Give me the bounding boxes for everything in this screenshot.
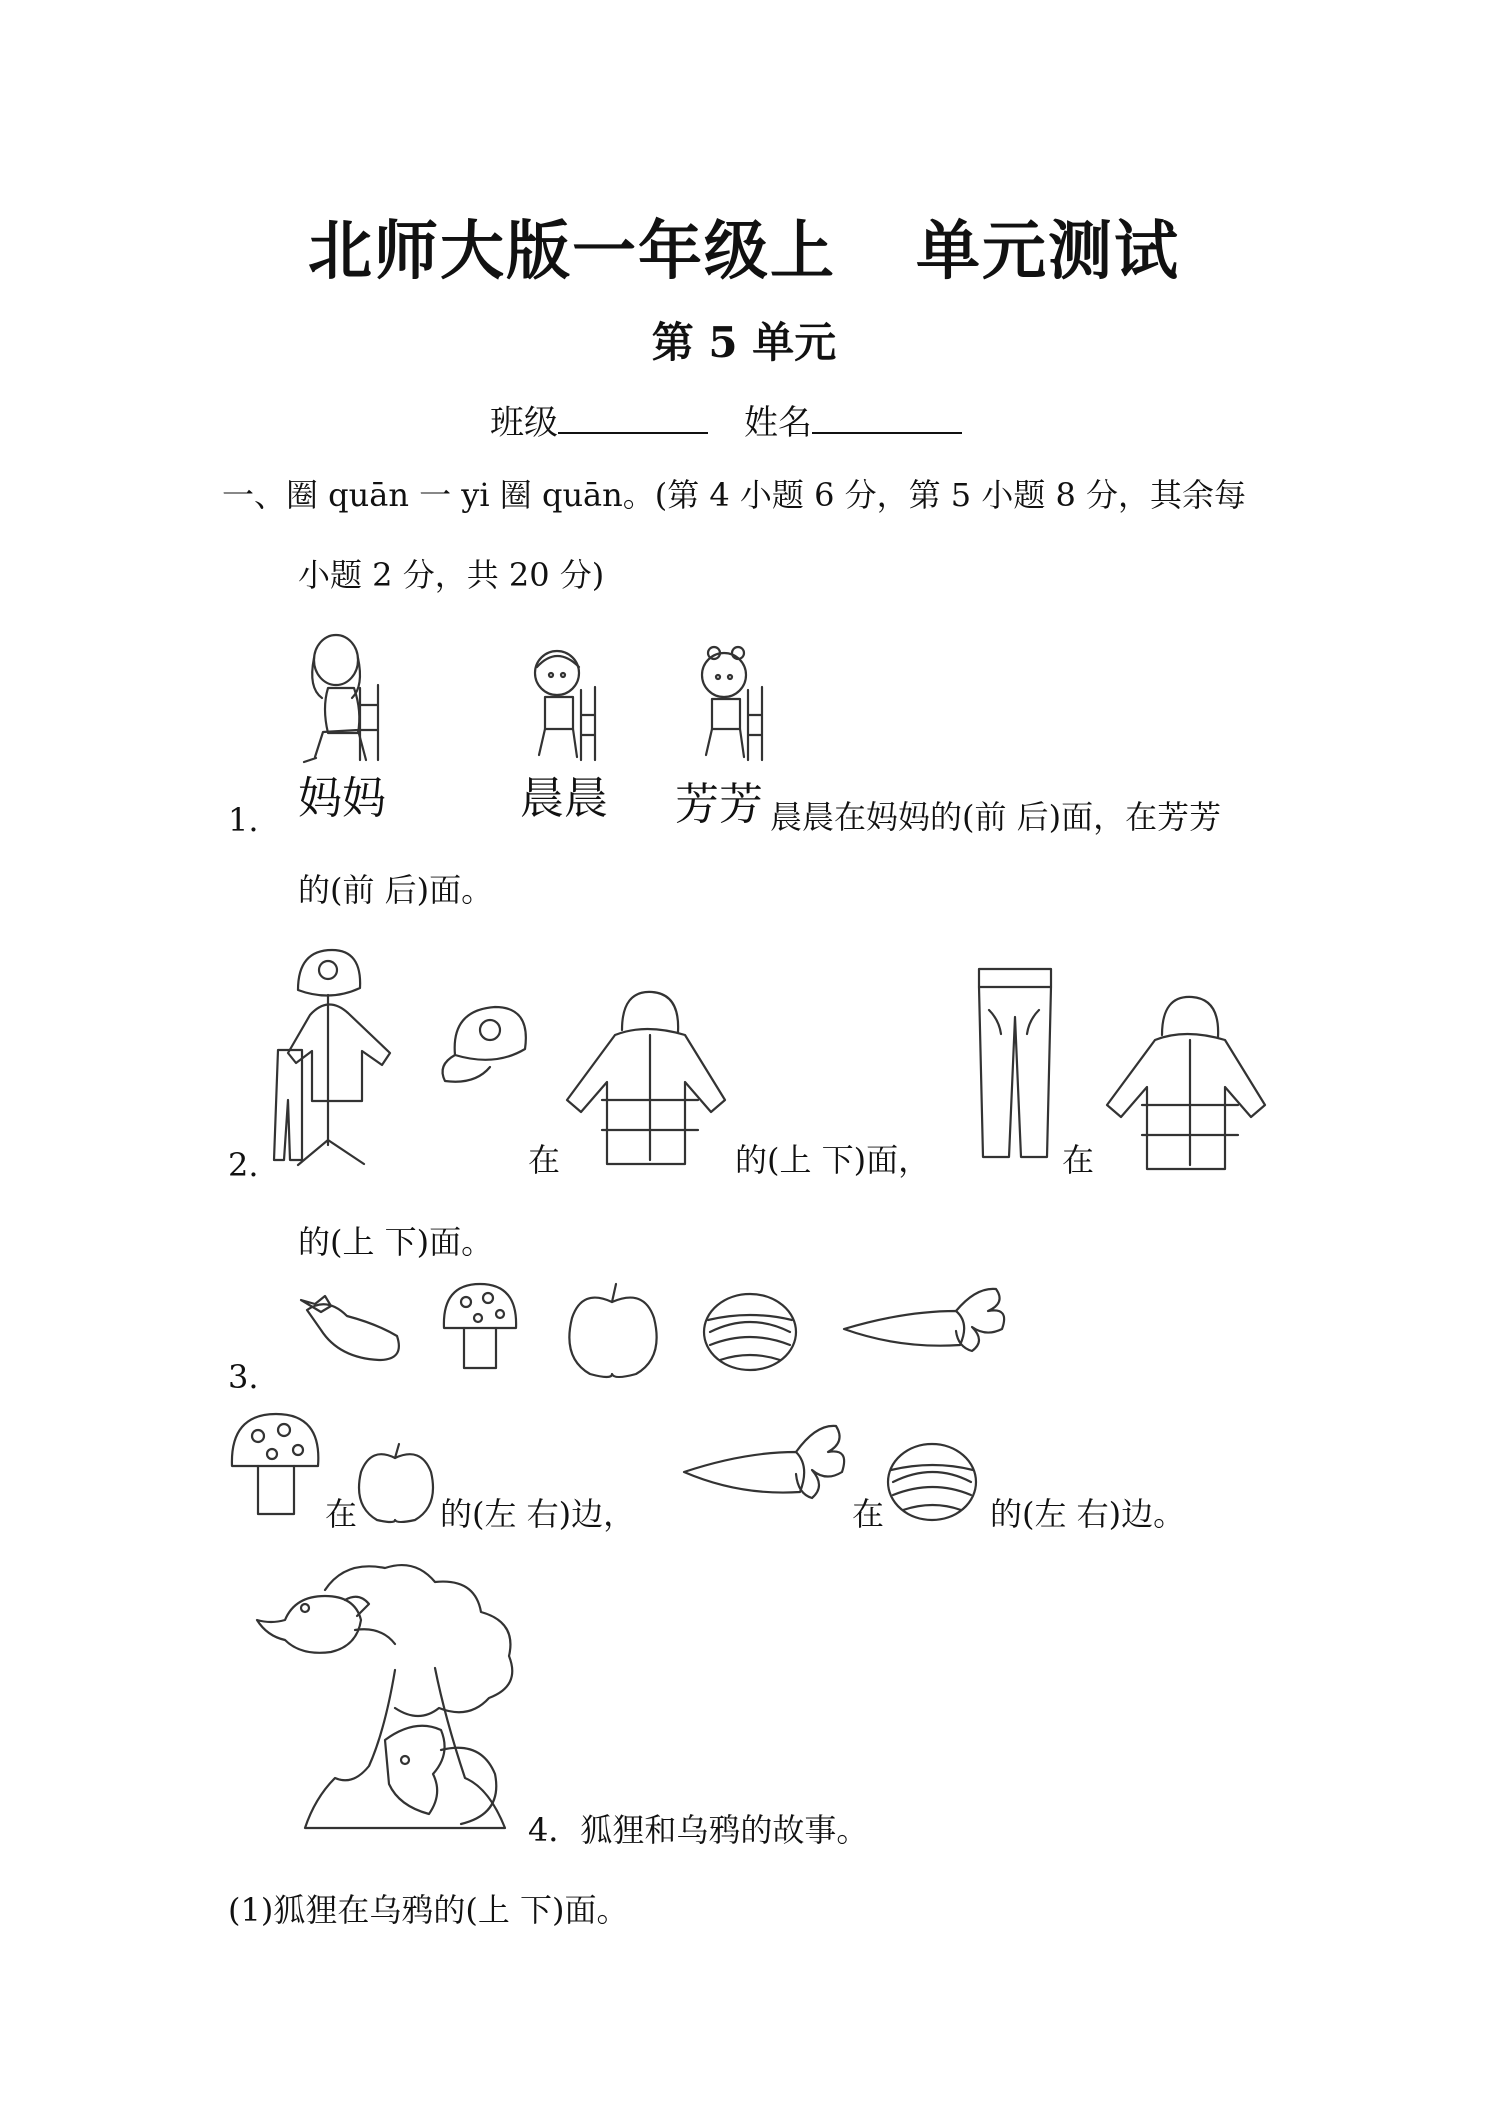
boy-sitting-icon: [525, 645, 600, 765]
jacket-icon: [560, 990, 730, 1170]
q2-zai1: 在: [528, 1141, 561, 1179]
q4-title: 4．狐狸和乌鸦的故事。: [528, 1811, 869, 1849]
cap-icon: [435, 1000, 530, 1090]
mushroom-icon: [228, 1410, 323, 1520]
pants-icon: [975, 965, 1055, 1165]
girl-sitting-icon: [690, 645, 770, 765]
carrot-icon: [680, 1420, 850, 1520]
coat-rack-icon: [270, 940, 410, 1170]
q2-number: 2.: [228, 1146, 259, 1184]
watermelon-icon: [700, 1290, 800, 1375]
q4-sub1: (1)狐狸在乌鸦的(上 下)面。: [228, 1891, 629, 1929]
mother-sitting-icon: [298, 630, 388, 765]
q2-line2: 的(上 下)面。: [298, 1223, 494, 1261]
apple-icon: [355, 1440, 435, 1525]
q3-zai1: 在: [325, 1495, 358, 1533]
jacket-icon: [1100, 995, 1270, 1175]
q1-label-chenchen: 晨晨: [520, 773, 608, 824]
q1-label-fangfang: 芳芳: [675, 779, 763, 830]
q2-text1: 的(上 下)面，: [735, 1141, 931, 1179]
apple-icon: [565, 1280, 660, 1380]
q1-line1: 晨晨在妈妈的(前 后)面，在芳芳: [770, 798, 1222, 836]
carrot-icon: [840, 1285, 1010, 1370]
q3-zai2: 在: [852, 1495, 885, 1533]
title-part1: 北师大版一年级上: [308, 215, 836, 289]
section-heading-line1: 一、圈 quān 一 yi 圈 quān。(第 4 小题 6 分，第 5 小题 8 分，其余每: [222, 476, 1247, 514]
unit-heading: 第 5 单元: [651, 318, 837, 367]
class-label: 班级: [490, 403, 558, 443]
name-blank[interactable]: [812, 402, 962, 434]
title-part2: 单元测试: [916, 215, 1180, 289]
tree-fox-crow-icon: [245, 1560, 525, 1850]
q2-zai2: 在: [1062, 1141, 1095, 1179]
q1-label-mother: 妈妈: [298, 773, 386, 824]
q3-text2: 的(左 右)边。: [990, 1495, 1186, 1533]
watermelon-icon: [885, 1440, 980, 1525]
section-heading-line2: 小题 2 分，共 20 分): [298, 556, 605, 594]
name-label: 姓名: [744, 403, 812, 443]
q1-line2: 的(前 后)面。: [298, 871, 494, 909]
q1-number: 1.: [228, 801, 259, 839]
class-blank[interactable]: [558, 402, 708, 434]
mushroom-icon: [440, 1280, 520, 1375]
eggplant-icon: [295, 1290, 405, 1365]
q3-text1: 的(左 右)边，: [440, 1495, 636, 1533]
q3-number: 3.: [228, 1358, 259, 1396]
page-title: [0, 200, 1488, 292]
name-row: [0, 395, 1488, 444]
